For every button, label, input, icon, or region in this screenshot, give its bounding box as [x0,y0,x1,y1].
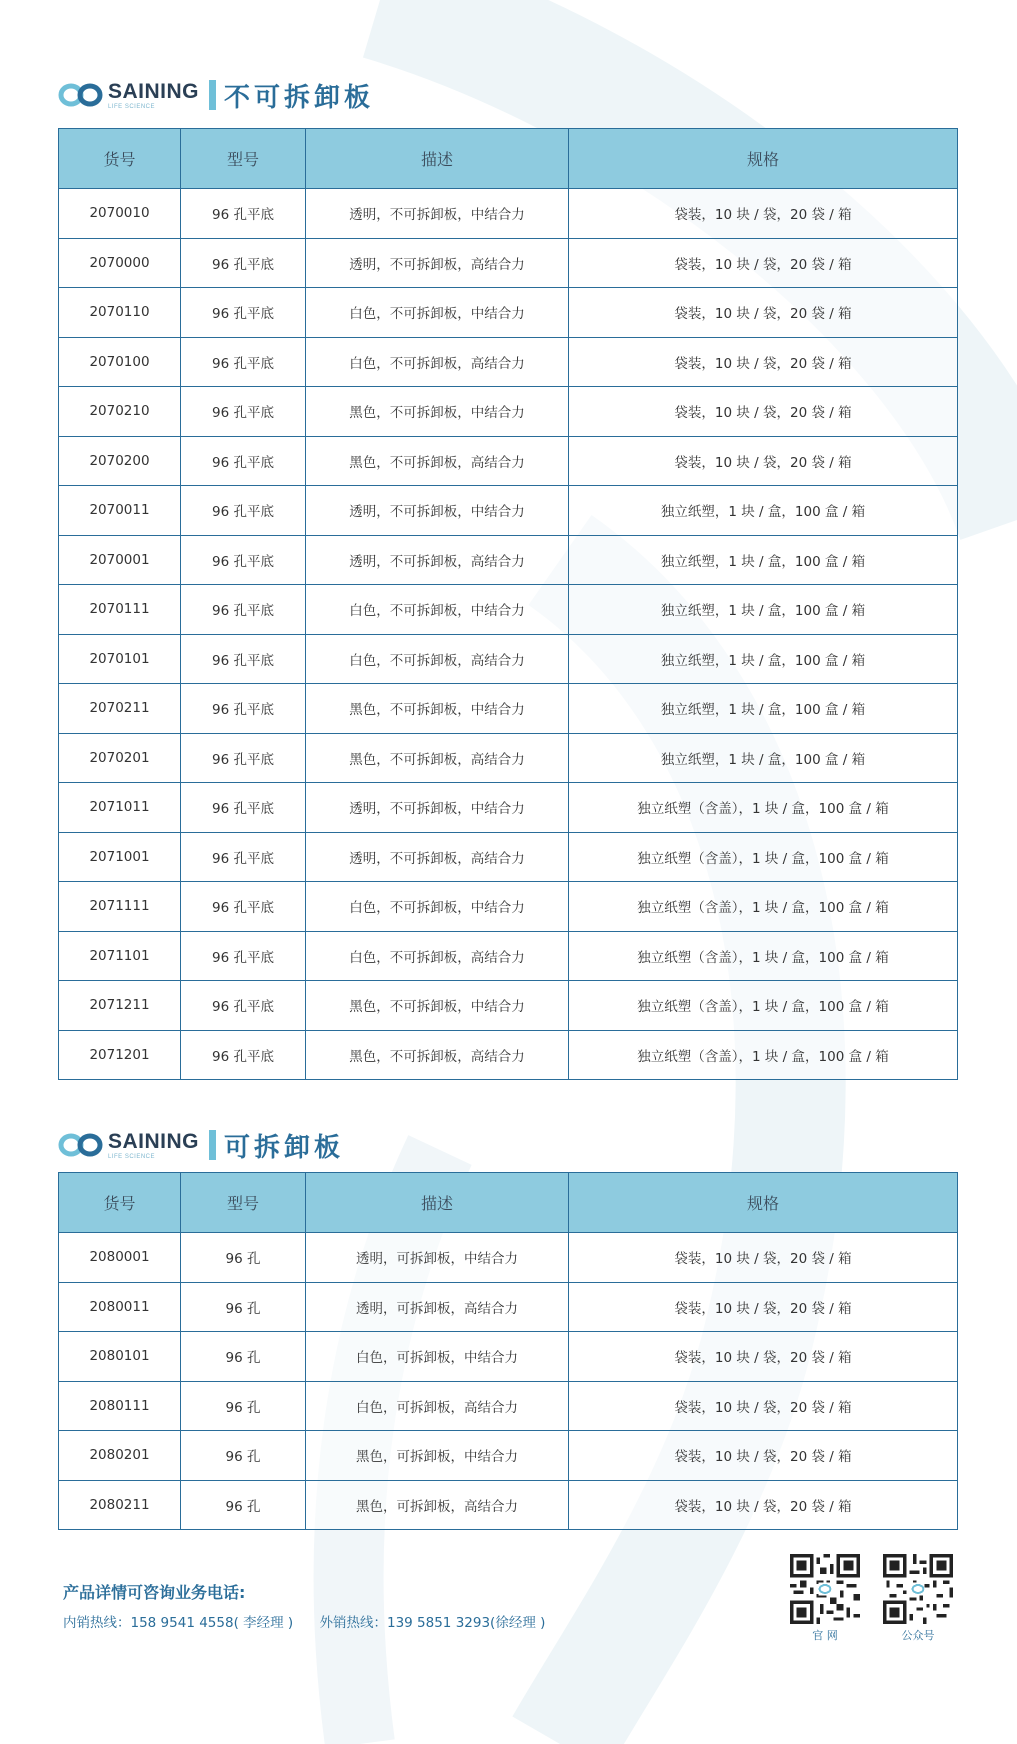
spec-cell: 袋装，10 块 / 袋，20 袋 / 箱 [569,337,958,387]
item-no-cell: 2071101 [59,931,181,981]
description-cell: 白色，不可拆卸板，中结合力 [306,288,569,338]
table-row [59,1431,958,1481]
model-cell: 96 孔平底 [181,189,306,239]
item-no-cell: 2071201 [59,1030,181,1080]
table-row [59,882,958,932]
qr-wechat-account[interactable] [883,1554,953,1643]
brand-logo [58,1131,199,1160]
spec-cell: 独立纸塑（含盖），1 块 / 盒，100 盒 / 箱 [569,832,958,882]
spec-cell: 独立纸塑（含盖），1 块 / 盒，100 盒 / 箱 [569,882,958,932]
item-no-cell: 2070211 [59,684,181,734]
model-cell: 96 孔平底 [181,486,306,536]
header-model: 型号 [181,129,306,189]
description-cell: 白色，可拆卸板，中结合力 [306,1332,569,1382]
item-no-cell: 2071011 [59,783,181,833]
qr-code-icon [790,1554,860,1624]
description-cell: 白色，不可拆卸板，中结合力 [306,585,569,635]
spec-cell: 袋装，10 块 / 袋，20 袋 / 箱 [569,1233,958,1283]
table-row [59,1233,958,1283]
table-row [59,634,958,684]
description-cell: 透明，可拆卸板，中结合力 [306,1233,569,1283]
table-row [59,1480,958,1530]
table-row [59,832,958,882]
model-cell: 96 孔 [181,1282,306,1332]
qr-label: 官 网 [812,1629,838,1642]
brand-logo [58,81,199,110]
table-row [59,981,958,1031]
item-no-cell: 2080211 [59,1480,181,1530]
table-row [59,337,958,387]
description-cell: 白色，可拆卸板，高结合力 [306,1381,569,1431]
item-no-cell: 2080101 [59,1332,181,1382]
description-cell: 白色，不可拆卸板，高结合力 [306,634,569,684]
infinity-logo-icon [58,81,104,109]
item-no-cell: 2071111 [59,882,181,932]
spec-cell: 袋装，10 块 / 袋，20 袋 / 箱 [569,1332,958,1382]
model-cell: 96 孔平底 [181,783,306,833]
description-cell: 透明，不可拆卸板，高结合力 [306,832,569,882]
item-no-cell: 2070000 [59,238,181,288]
table-row [59,238,958,288]
model-cell: 96 孔平底 [181,882,306,932]
table-row [59,1332,958,1382]
model-cell: 96 孔平底 [181,634,306,684]
item-no-cell: 2070011 [59,486,181,536]
item-no-cell: 2070110 [59,288,181,338]
model-cell: 96 孔平底 [181,832,306,882]
header-description: 描述 [306,129,569,189]
spec-cell: 独立纸塑，1 块 / 盒，100 盒 / 箱 [569,585,958,635]
model-cell: 96 孔平底 [181,535,306,585]
spec-cell: 袋装，10 块 / 袋，20 袋 / 箱 [569,387,958,437]
description-cell: 白色，不可拆卸板，中结合力 [306,882,569,932]
title-accent-bar [209,80,216,110]
item-no-cell: 2080001 [59,1233,181,1283]
header-item-no: 货号 [59,129,181,189]
spec-cell: 独立纸塑（含盖），1 块 / 盒，100 盒 / 箱 [569,783,958,833]
table-row [59,585,958,635]
item-no-cell: 2070010 [59,189,181,239]
spec-cell: 袋装，10 块 / 袋，20 袋 / 箱 [569,1381,958,1431]
spec-cell: 袋装，10 块 / 袋，20 袋 / 箱 [569,189,958,239]
table-row [59,436,958,486]
spec-cell: 独立纸塑，1 块 / 盒，100 盒 / 箱 [569,733,958,783]
description-cell: 黑色，不可拆卸板，高结合力 [306,436,569,486]
header-item-no: 货号 [59,1173,181,1233]
infinity-logo-icon [58,1131,104,1159]
item-no-cell: 2080111 [59,1381,181,1431]
description-cell: 透明，可拆卸板，高结合力 [306,1282,569,1332]
section-header-detachable-plates [58,1125,344,1165]
description-cell: 黑色，不可拆卸板，中结合力 [306,684,569,734]
header-model: 型号 [181,1173,306,1233]
description-cell: 透明，不可拆卸板，高结合力 [306,238,569,288]
model-cell: 96 孔平底 [181,931,306,981]
product-table-detachable [58,1172,958,1530]
section-title: 不可拆卸板 [224,82,375,113]
spec-cell: 袋装，10 块 / 袋，20 袋 / 箱 [569,1480,958,1530]
model-cell: 96 孔平底 [181,288,306,338]
spec-cell: 袋装，10 块 / 袋，20 袋 / 箱 [569,1282,958,1332]
section-title: 可拆卸板 [224,1132,345,1163]
table-row [59,783,958,833]
item-no-cell: 2071001 [59,832,181,882]
description-cell: 透明，不可拆卸板，中结合力 [306,486,569,536]
model-cell: 96 孔 [181,1480,306,1530]
contact-title: 产品详情可咨询业务电话: [63,1583,246,1602]
table-header-row [59,1173,958,1233]
description-cell: 透明，不可拆卸板，中结合力 [306,189,569,239]
spec-cell: 独立纸塑（含盖），1 块 / 盒，100 盒 / 箱 [569,931,958,981]
spec-cell: 袋装，10 块 / 袋，20 袋 / 箱 [569,288,958,338]
header-description: 描述 [306,1173,569,1233]
description-cell: 透明，不可拆卸板，中结合力 [306,783,569,833]
spec-cell: 独立纸塑（含盖），1 块 / 盒，100 盒 / 箱 [569,1030,958,1080]
model-cell: 96 孔平底 [181,387,306,437]
description-cell: 白色，不可拆卸板，高结合力 [306,337,569,387]
title-accent-bar [209,1130,216,1160]
table-row [59,733,958,783]
qr-label: 公众号 [901,1629,935,1642]
description-cell: 黑色，不可拆卸板，中结合力 [306,387,569,437]
table-row [59,1381,958,1431]
model-cell: 96 孔平底 [181,585,306,635]
section-header-fixed-plates [58,75,374,115]
qr-website[interactable] [790,1554,860,1643]
item-no-cell: 2070111 [59,585,181,635]
table-row [59,684,958,734]
item-no-cell: 2070001 [59,535,181,585]
description-cell: 黑色，不可拆卸板，高结合力 [306,733,569,783]
spec-cell: 独立纸塑，1 块 / 盒，100 盒 / 箱 [569,684,958,734]
header-spec: 规格 [569,1173,958,1233]
table-row [59,535,958,585]
item-no-cell: 2070200 [59,436,181,486]
item-no-cell: 2070201 [59,733,181,783]
item-no-cell: 2080201 [59,1431,181,1481]
description-cell: 白色，不可拆卸板，高结合力 [306,931,569,981]
description-cell: 透明，不可拆卸板，高结合力 [306,535,569,585]
model-cell: 96 孔平底 [181,1030,306,1080]
model-cell: 96 孔平底 [181,436,306,486]
export-hotline: 外销热线：139 5851 3293(徐经理 ) [319,1615,546,1631]
spec-cell: 袋装，10 块 / 袋，20 袋 / 箱 [569,436,958,486]
qr-code-icon [883,1554,953,1624]
table-row [59,1282,958,1332]
table-row [59,288,958,338]
model-cell: 96 孔平底 [181,684,306,734]
spec-cell: 独立纸塑，1 块 / 盒，100 盒 / 箱 [569,535,958,585]
item-no-cell: 2070101 [59,634,181,684]
brand-tagline: LIFE SCIENCE [108,103,156,110]
item-no-cell: 2070100 [59,337,181,387]
model-cell: 96 孔 [181,1233,306,1283]
spec-cell: 独立纸塑（含盖），1 块 / 盒，100 盒 / 箱 [569,981,958,1031]
model-cell: 96 孔平底 [181,981,306,1031]
description-cell: 黑色，可拆卸板，中结合力 [306,1431,569,1481]
brand-tagline: LIFE SCIENCE [108,1153,156,1160]
table-row [59,1030,958,1080]
model-cell: 96 孔 [181,1332,306,1382]
brand-name: SAINING [108,1129,200,1153]
product-table-fixed [58,128,958,1080]
model-cell: 96 孔平底 [181,238,306,288]
description-cell: 黑色，不可拆卸板，高结合力 [306,1030,569,1080]
domestic-hotline: 内销热线：158 9541 4558( 李经理 ) [63,1615,294,1631]
model-cell: 96 孔 [181,1381,306,1431]
item-no-cell: 2080011 [59,1282,181,1332]
table-header-row [59,129,958,189]
table-row [59,387,958,437]
description-cell: 黑色，可拆卸板，高结合力 [306,1480,569,1530]
table-row [59,486,958,536]
header-spec: 规格 [569,129,958,189]
brand-name: SAINING [108,79,200,103]
description-cell: 黑色，不可拆卸板，中结合力 [306,981,569,1031]
table-row [59,931,958,981]
item-no-cell: 2070210 [59,387,181,437]
spec-cell: 独立纸塑，1 块 / 盒，100 盒 / 箱 [569,634,958,684]
spec-cell: 袋装，10 块 / 袋，20 袋 / 箱 [569,238,958,288]
spec-cell: 袋装，10 块 / 袋，20 袋 / 箱 [569,1431,958,1481]
contact-footer [63,1580,545,1631]
spec-cell: 独立纸塑，1 块 / 盒，100 盒 / 箱 [569,486,958,536]
model-cell: 96 孔平底 [181,337,306,387]
table-row [59,189,958,239]
item-no-cell: 2071211 [59,981,181,1031]
model-cell: 96 孔平底 [181,733,306,783]
model-cell: 96 孔 [181,1431,306,1481]
